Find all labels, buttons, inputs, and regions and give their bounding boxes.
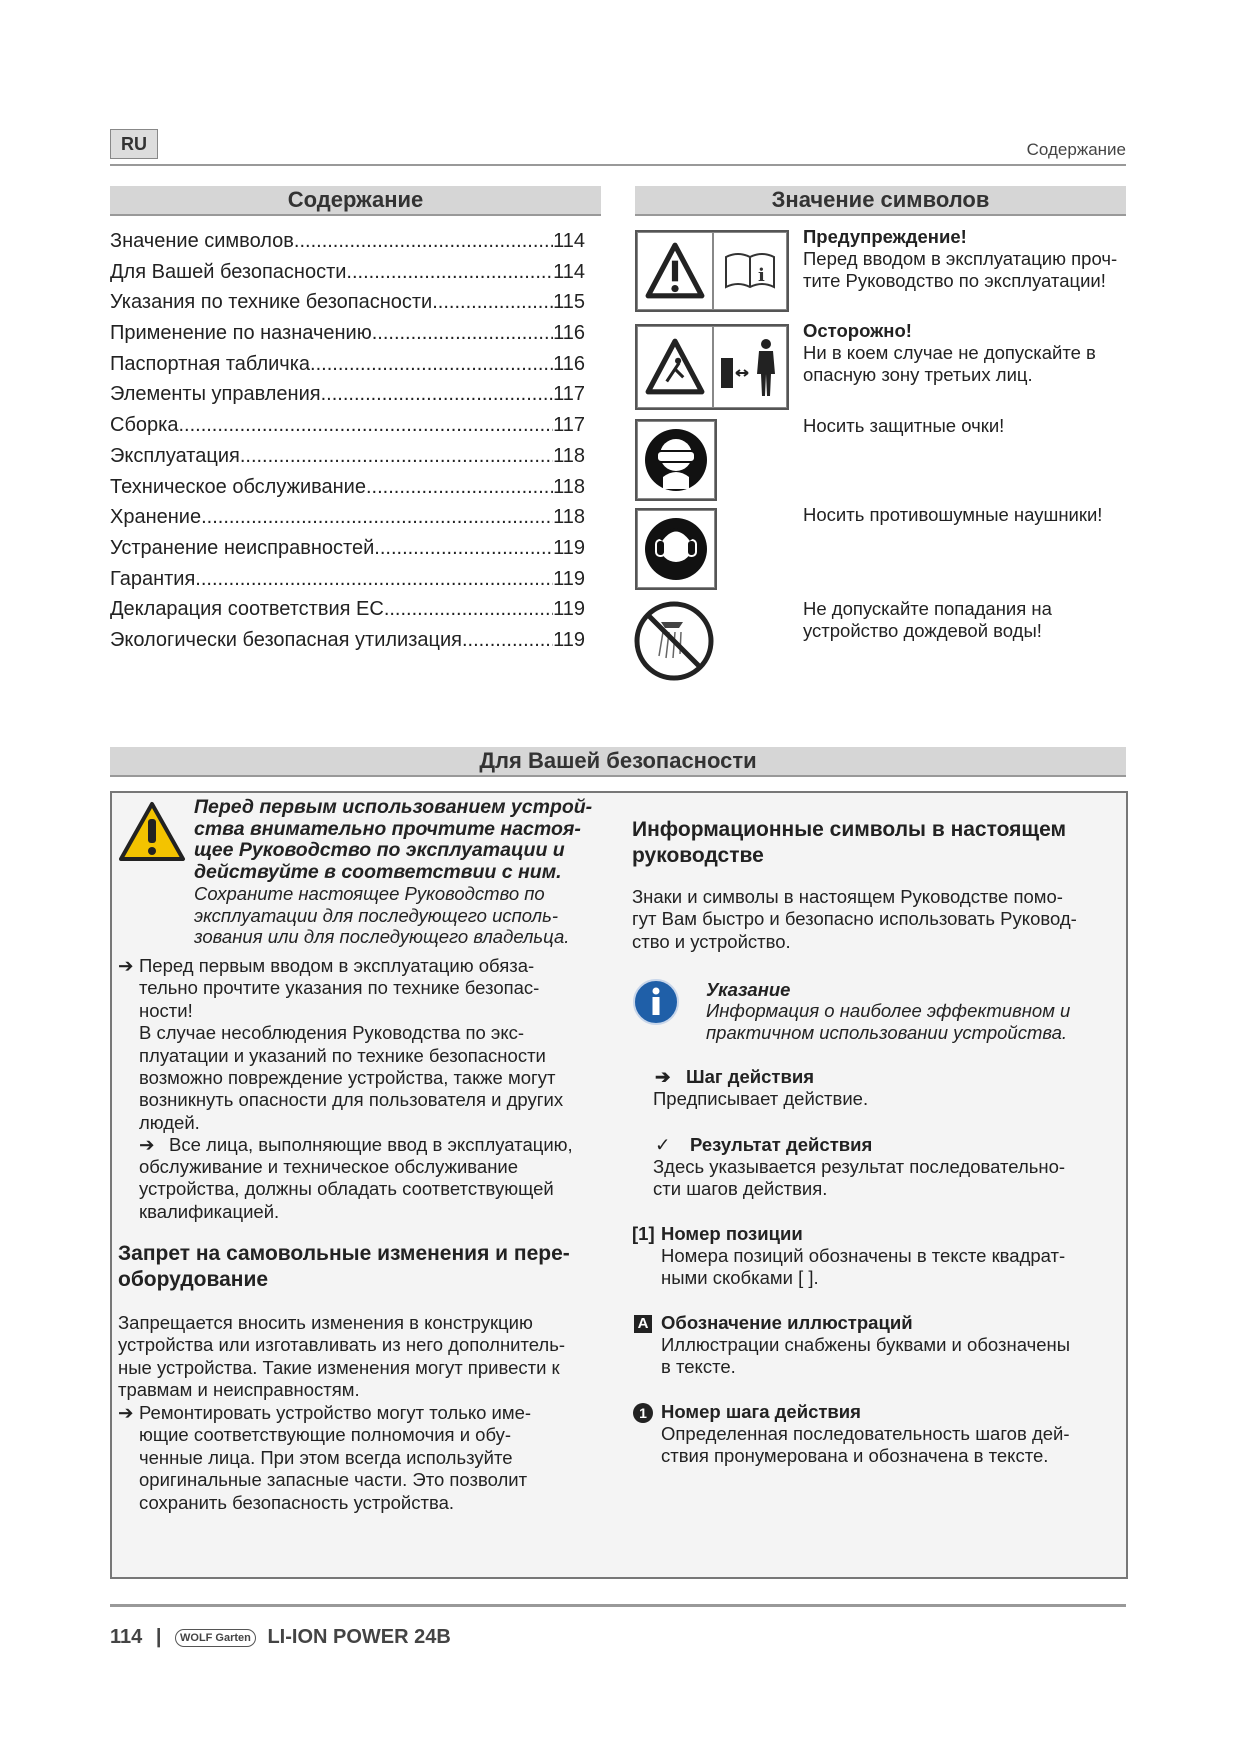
warning-bold-text: Перед первым использованием устрой- ства внимательно прочтите настоя- щее Руководство по эксплуатации и действуйте в соответствии с ним. [194, 796, 593, 883]
toc-item-label: Эксплуатация [110, 444, 240, 467]
toc-item-page: 118 [553, 444, 585, 467]
keep-bystanders-away-icon [635, 324, 789, 410]
toc-item-page: 119 [553, 567, 585, 590]
toc-item[interactable] [110, 349, 585, 380]
toc-item[interactable] [110, 287, 585, 318]
footer [110, 1626, 451, 1649]
header-section: Содержание [1026, 140, 1126, 159]
symbol-desc-warning: Предупреждение! Перед вводом в эксплуатацию проч- тите Руководство по эксплуатации! [803, 226, 1118, 291]
illustration-heading: Обозначение иллюстраций [661, 1312, 913, 1333]
toc-leader [372, 318, 553, 349]
symbol-desc-caution: Осторожно! Ни в коем случае не допускайте в опасную зону третьих лиц. [803, 320, 1096, 385]
toc-item-page: 116 [553, 322, 585, 345]
toc-item[interactable] [110, 441, 585, 472]
no-rain-icon [633, 600, 715, 687]
info-icon [632, 978, 680, 1031]
toc-leader [384, 594, 553, 625]
toc-leader [294, 226, 553, 257]
step-number-icon: 1 [633, 1403, 653, 1423]
position-heading: Номер позиции [661, 1223, 803, 1244]
step-number-text: Определенная последовательность шагов дей- ствия пронумерована и обозначена в тексте. [661, 1423, 1070, 1467]
result-text: Здесь указывается результат последовательно- сти шагов действия. [653, 1156, 1066, 1200]
toc-leader [195, 564, 553, 595]
modification-text: Запрещается вносить изменения в конструкцию устройства или изготавливать из него дополнитель- ные устройства. Такие изменения могут привести к травмам и неисправностям. [118, 1312, 566, 1401]
note-heading: Указание [706, 979, 791, 1000]
toc-item[interactable] [110, 625, 585, 656]
toc-item[interactable] [110, 594, 585, 625]
svg-text:i: i [758, 265, 765, 286]
toc-item-page: 117 [553, 383, 585, 406]
toc-leader [201, 502, 553, 533]
illustration-marker-icon: A [634, 1315, 652, 1333]
page-number: 114 [110, 1626, 143, 1648]
toc-item-label: Сборка [110, 414, 179, 437]
info-heading: Информационные символы в настоящем руководстве [632, 818, 1067, 867]
toc-item-label: Экологически безопасная утилизация [110, 628, 462, 651]
toc-item-label: Хранение [110, 506, 202, 529]
action-heading: Шаг действия [686, 1066, 815, 1087]
step2-text: Все лица, выполняющие ввод в эксплуатацию, [169, 1134, 573, 1155]
toc-leader [321, 379, 554, 410]
toc-item-label: Паспортная табличка [110, 352, 311, 375]
toc-item-label: Гарантия [110, 567, 196, 590]
toc-item-label: Устранение неисправностей [110, 536, 375, 559]
toc-item-label: Техническое обслуживание [110, 475, 366, 498]
action-text: Предписывает действие. [653, 1088, 869, 1109]
product-name: LI-ION POWER 24B [267, 1626, 451, 1648]
toc-item-page: 119 [553, 598, 585, 621]
toc-item-page: 118 [553, 506, 585, 529]
toc-item-label: Указания по технике безопасности [110, 291, 433, 314]
toc-item-page: 114 [553, 260, 585, 283]
toc-item[interactable] [110, 226, 585, 257]
toc-item-page: 119 [553, 536, 585, 559]
step-number-heading: Номер шага действия [661, 1401, 861, 1422]
arrow-icon: ➔ [118, 1402, 134, 1423]
toc-item[interactable] [110, 379, 585, 410]
footer-separator: | [155, 1626, 162, 1648]
toc-item[interactable] [110, 472, 585, 503]
result-heading: Результат действия [690, 1134, 873, 1155]
toc-item-label: Декларация соответствия ЕС [110, 598, 384, 621]
toc-leader [240, 441, 553, 472]
symbols-title: Значение символов [635, 186, 1126, 216]
note-text: Информация о наиболее эффективном и практичном использовании устройства. [706, 1000, 1071, 1044]
toc-leader [462, 625, 553, 656]
info-text: Знаки и символы в настоящем Руководстве помо- гут Вам быстро и безопасно использовать Руковод- ство и устройство. [632, 886, 1077, 952]
symbol-desc-ear: Носить противошумные наушники! [803, 504, 1103, 525]
warning-italic-text: Сохраните настоящее Руководство по эксплуатации для последующего исполь- зования или для последующего владельца. [194, 883, 570, 947]
step1-text: Перед первым вводом в эксплуатацию обяза- тельно прочтите указания по технике безопас- ности! В случае несоблюдения Руководства по экс- плуатации и указаний по технике безопасности возможно повреждение устройства, также могут возникнуть опасности для пользователя и других людей. [139, 955, 564, 1133]
safety-goggles-icon [635, 419, 717, 501]
checkmark-icon: ✓ [655, 1134, 671, 1155]
safety-title: Для Вашей безопасности [110, 747, 1126, 777]
toc-list [110, 226, 585, 656]
toc-leader [310, 349, 553, 380]
toc-leader [366, 472, 553, 503]
toc-item-label: Элементы управления [110, 383, 321, 406]
symbol-desc-goggles: Носить защитные очки! [803, 415, 1005, 436]
toc-item-page: 115 [553, 291, 585, 314]
warning-triangle-icon [118, 801, 186, 868]
header-divider [110, 164, 1126, 166]
step2-cont-text: обслуживание и техническое обслуживание устройства, должны обладать соответствующей квалификацией. [139, 1156, 554, 1222]
symbol-desc-rain: Не допускайте попадания на устройство дождевой воды! [803, 598, 1052, 641]
toc-item-label: Значение символов [110, 230, 294, 252]
toc-item[interactable] [110, 318, 585, 349]
toc-item-page: 114 [553, 230, 585, 252]
toc-item-page: 118 [553, 475, 585, 498]
modification-step-text: Ремонтировать устройство могут только име- ющие соответствующие полномочия и обу- ченные лица. При этом всегда используйте оригинальные запасные части. Это позволит сохранить безопасность устройства. [139, 1402, 532, 1513]
toc-leader [432, 287, 553, 318]
toc-item-page: 116 [553, 352, 585, 375]
toc-item[interactable] [110, 564, 585, 595]
arrow-icon: ➔ [655, 1066, 671, 1087]
modification-heading: Запрет на самовольные изменения и пере- оборудование [118, 1242, 570, 1291]
toc-leader [346, 257, 553, 288]
wolf-garten-logo: WOLF Garten [175, 1629, 256, 1647]
position-text: Номера позиций обозначены в тексте квадрат- ными скобками [ ]. [661, 1245, 1066, 1289]
toc-item-page: 119 [553, 628, 585, 651]
toc-item[interactable] [110, 257, 585, 288]
toc-item[interactable] [110, 533, 585, 564]
toc-title: Содержание [110, 186, 601, 216]
ear-protection-icon [635, 508, 717, 590]
language-badge: RU [110, 129, 158, 159]
toc-leader [178, 410, 553, 441]
toc-item[interactable] [110, 502, 585, 533]
arrow-icon: ➔ [118, 955, 134, 976]
toc-item-label: Для Вашей безопасности [110, 260, 347, 283]
safety-box [110, 791, 1128, 1579]
toc-leader [374, 533, 553, 564]
warning-read-manual-icon [635, 230, 789, 312]
toc-item-label: Применение по назначению [110, 322, 372, 345]
position-marker: [1] [632, 1223, 655, 1244]
arrow-icon: ➔ [139, 1134, 155, 1155]
footer-divider [110, 1604, 1126, 1607]
toc-item-page: 117 [553, 414, 585, 437]
illustration-text: Иллюстрации снабжены буквами и обозначены в тексте. [661, 1334, 1071, 1378]
toc-item[interactable] [110, 410, 585, 441]
